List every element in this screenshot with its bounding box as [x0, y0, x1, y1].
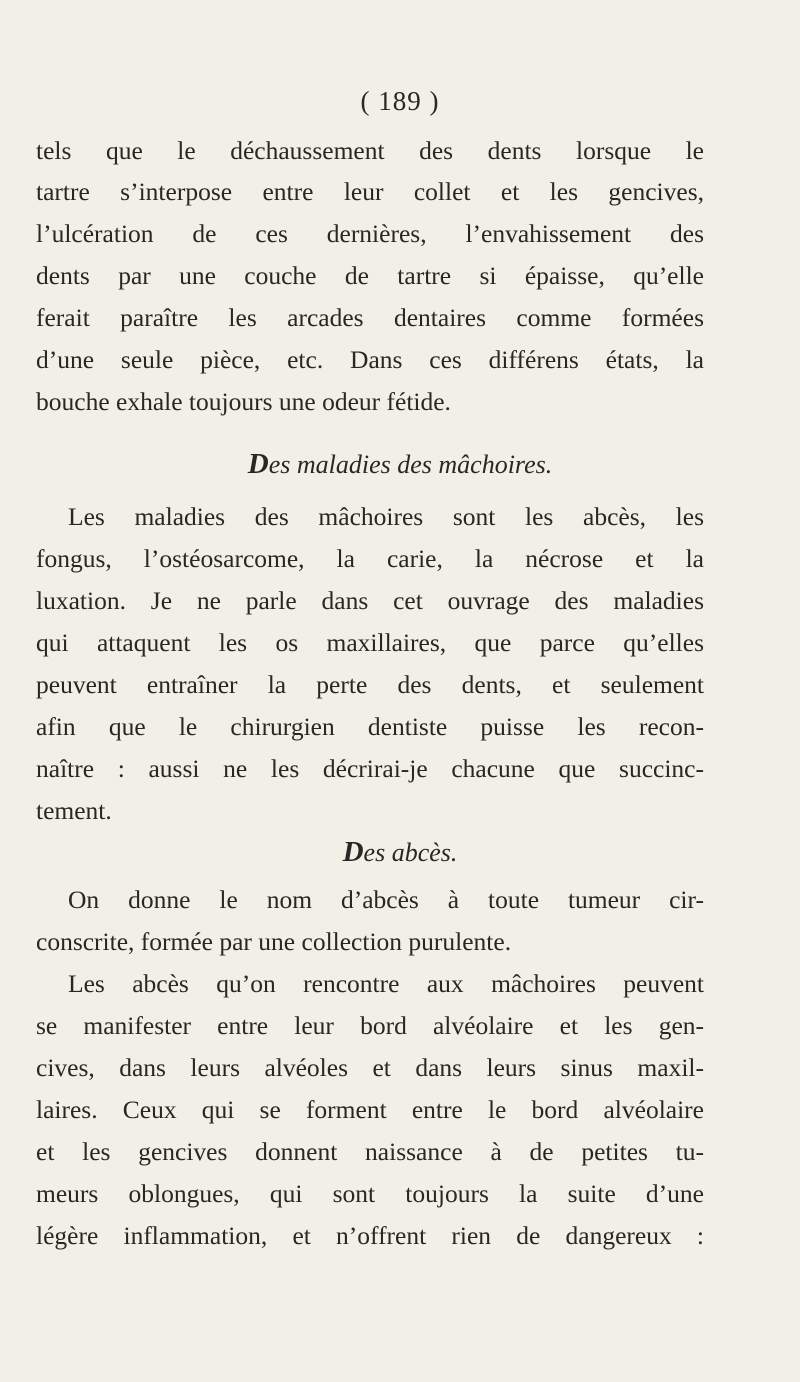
- text-line: naître : aussi ne les décrirai-je chacune que succinc-: [36, 754, 704, 783]
- text-line: dents par une couche de tartre si épaisse, qu’elle: [36, 261, 704, 290]
- text-line: tement.: [36, 796, 112, 825]
- text-line: tels que le déchaussement des dents lorsque le: [36, 136, 704, 165]
- text-line: bouche exhale toujours une odeur fétide.: [36, 387, 451, 416]
- text-line: afin que le chirurgien dentiste puisse les recon-: [36, 712, 704, 741]
- text-line: Les abcès qu’on rencontre aux mâchoires peuvent: [68, 969, 704, 998]
- text-line: ferait paraître les arcades dentaires comme formées: [36, 303, 704, 332]
- text-line: et les gencives donnent naissance à de petites tu-: [36, 1137, 704, 1166]
- text-line: tartre s’interpose entre leur collet et les gencives,: [36, 177, 704, 206]
- text-line: se manifester entre leur bord alvéolaire et les gen-: [36, 1011, 704, 1040]
- section-heading: [0, 444, 800, 484]
- heading-initial: D: [342, 836, 364, 868]
- text-line: peuvent entraîner la perte des dents, et seulement: [36, 670, 704, 699]
- text-line: l’ulcération de ces dernières, l’envahissement des: [36, 219, 704, 248]
- text-line: On donne le nom d’abcès à toute tumeur cir-: [68, 885, 704, 914]
- text-line: légère inflammation, et n’offrent rien de dangereux :: [36, 1221, 704, 1250]
- text-line: qui attaquent les os maxillaires, que parce qu’elles: [36, 628, 704, 657]
- section-heading: [0, 832, 800, 872]
- heading-text: es maladies des mâchoires.: [268, 450, 553, 479]
- text-line: fongus, l’ostéosarcome, la carie, la nécrose et la: [36, 544, 704, 573]
- text-line: cives, dans leurs alvéoles et dans leurs sinus maxil-: [36, 1053, 704, 1082]
- text-line: d’une seule pièce, etc. Dans ces différens états, la: [36, 345, 704, 374]
- text-line: luxation. Je ne parle dans cet ouvrage des maladies: [36, 586, 704, 615]
- heading-initial: D: [247, 448, 269, 480]
- text-line: conscrite, formée par une collection purulente.: [36, 927, 512, 956]
- text-line: Les maladies des mâchoires sont les abcès, les: [68, 502, 704, 531]
- heading-text: es abcès.: [363, 838, 458, 867]
- text-line: laires. Ceux qui se forment entre le bord alvéolaire: [36, 1095, 704, 1124]
- page-number: ( 189 ): [360, 86, 440, 116]
- text-line: meurs oblongues, qui sont toujours la suite d’une: [36, 1179, 704, 1208]
